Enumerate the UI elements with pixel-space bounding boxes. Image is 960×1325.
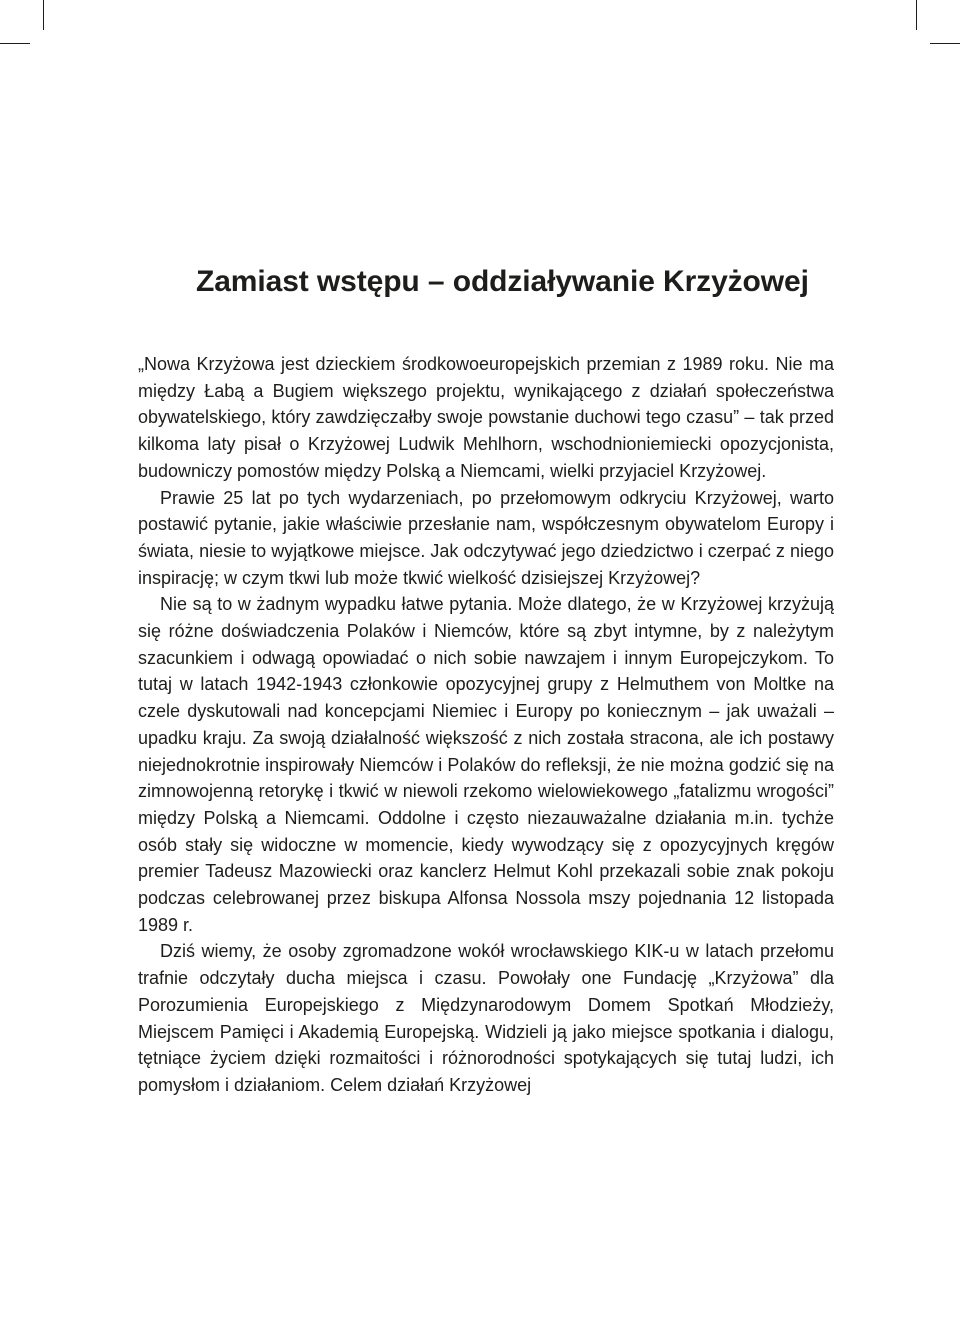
paragraph: Dziś wiemy, że osoby zgromadzone wokół wrocławskiego KIK-u w latach przełomu trafnie odczytały ducha miejsca i czasu. Powołały one Fundację „Krzyżowa” dla Porozumienia Europejskiego z Międzynarodowym Domem Spotkań Młodzieży, Miejscem Pamięci i Akademią Europejską. Widzieli ją jako miejsce spotkania i dialogu, tętniące życiem dzięki rozmaitości i różnorodności spotykających się tutaj ludzi, ich pomysłom i działaniom. Celem działań Krzyżowej bbox=[138, 941, 834, 1095]
crop-mark-top-left-horizontal bbox=[0, 43, 30, 44]
body-text bbox=[138, 351, 834, 1099]
paragraph: Nie są to w żadnym wypadku łatwe pytania. Może dlatego, że w Krzyżowej krzyżują się różne doświadczenia Polaków i Niemców, które są zbyt intymne, by z należytym szacunkiem i odwagą opowiadać o nich sobie nawzajem i innym Europejczykom. To tutaj w latach 1942-1943 członkowie opozycyjnej grupy z Helmuthem von Moltke na czele dyskutowali nad koncepcjami Niemiec i Europy po koniecznym – jak uważali – upadku kraju. Za swoją działalność większość z nich została stracona, ale ich postawy niejednokrotnie inspirowały Niemców i Polaków do refleksji, że nie można godzić się na zimnowojenną retorykę i tkwić w niewoli rzekomo wielowiekowego „fatalizmu wrogości” między Polską a Niemcami. Oddolne i często niezauważalne działania m.in. tychże osób stały się widoczne w momencie, kiedy wywodzący się z opozycyjnych kręgów premier Tadeusz Mazowiecki oraz kanclerz Helmut Kohl przekazali sobie znak pokoju podczas celebrowanej przez biskupa Alfonsa Nossola mszy pojednania 12 listopada 1989 r. bbox=[138, 594, 834, 935]
paragraph: „Nowa Krzyżowa jest dzieckiem środkowoeuropejskich przemian z 1989 roku. Nie ma między Łabą a Bugiem większego projektu, wynikającego z działań społeczeństwa obywatelskiego, który zawdzięczałby swoje powstanie duchowi tego czasu” – tak przed kilkoma laty pisał o Krzyżowej Ludwik Mehlhorn, wschodnioniemiecki opozycjonista, budowniczy pomostów między Polską a Niemcami, wielki przyjaciel Krzyżowej. bbox=[138, 354, 834, 481]
page-title: Zamiast wstępu – oddziaływanie Krzyżowej bbox=[196, 265, 809, 298]
crop-mark-top-right-vertical bbox=[916, 0, 917, 30]
crop-mark-top-right-horizontal bbox=[930, 43, 960, 44]
crop-mark-top-left-vertical bbox=[43, 0, 44, 30]
paragraph: Prawie 25 lat po tych wydarzeniach, po przełomowym odkryciu Krzyżowej, warto postawić pytanie, jakie właściwie przesłanie nam, współczesnym obywatelom Europy i świata, niesie to wyjątkowe miejsce. Jak odczytywać jego dziedzictwo i czerpać z niego inspirację; w czym tkwi lub może tkwić wielkość dzisiejszej Krzyżowej? bbox=[138, 487, 834, 588]
